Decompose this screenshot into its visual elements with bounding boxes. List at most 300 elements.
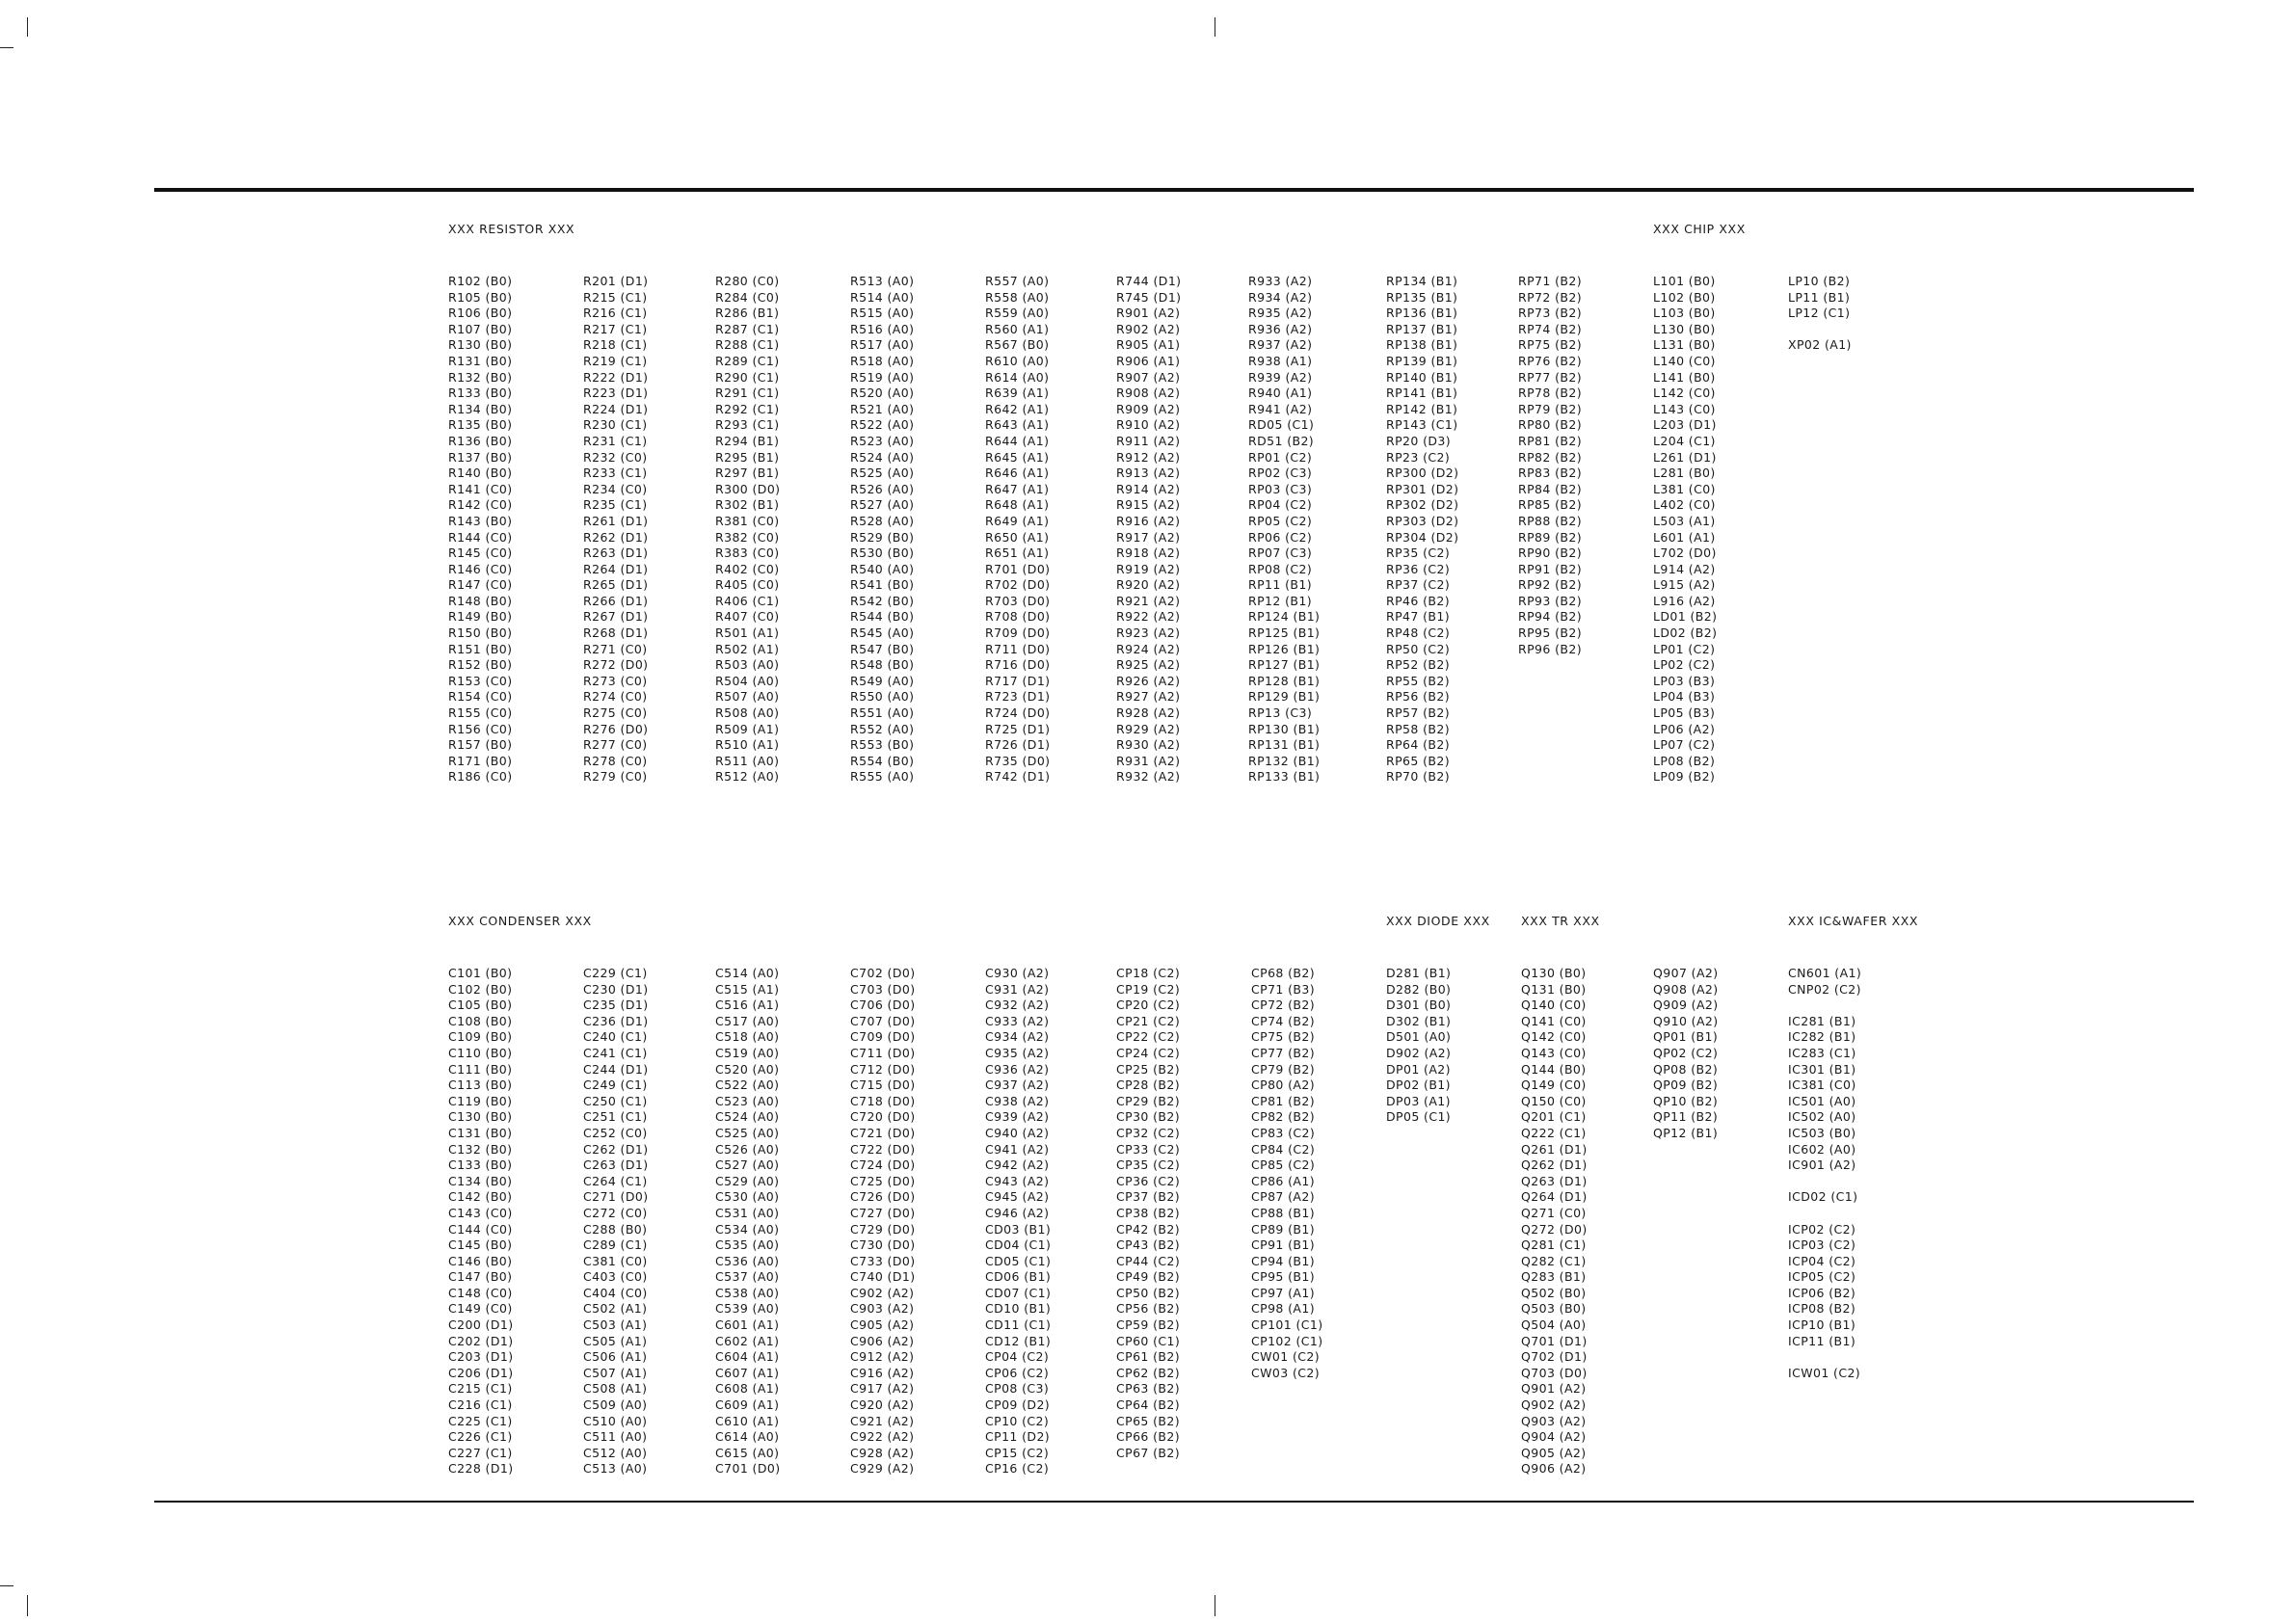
part-entry: Q701 (D1) xyxy=(1521,1333,1588,1348)
part-entry: QP09 (B2) xyxy=(1653,1078,1719,1093)
part-entry: L381 (C0) xyxy=(1653,481,1716,496)
part-entry: RP47 (B1) xyxy=(1386,609,1450,625)
crop-mark-bottom-left-v xyxy=(27,1595,28,1616)
part-entry: R234 (C0) xyxy=(583,481,648,496)
part-entry: CP33 (C2) xyxy=(1116,1141,1181,1157)
part-entry: RP134 (B1) xyxy=(1386,274,1458,288)
part-entry: C206 (D1) xyxy=(448,1365,514,1380)
part-entry: R567 (B0) xyxy=(985,337,1050,353)
part-entry: Q261 (D1) xyxy=(1521,1141,1588,1157)
part-entry: R941 (A2) xyxy=(1248,401,1313,416)
part-entry: RP139 (B1) xyxy=(1386,353,1458,368)
part-entry: RP36 (C2) xyxy=(1386,561,1451,576)
part-entry: RP83 (B2) xyxy=(1518,466,1582,481)
part-entry: IC281 (B1) xyxy=(1788,1013,1856,1028)
part-entry: C942 (A2) xyxy=(985,1157,1050,1173)
condenser-column-1 xyxy=(448,966,514,1477)
part-entry: R171 (B0) xyxy=(448,753,513,768)
part-entry: CP25 (B2) xyxy=(1116,1061,1181,1077)
part-entry: CP81 (B2) xyxy=(1251,1093,1316,1108)
crop-mark-bottom-left-h xyxy=(0,1585,13,1586)
part-entry: R218 (C1) xyxy=(583,337,648,353)
part-entry: C102 (B0) xyxy=(448,981,513,997)
part-entry: C936 (A2) xyxy=(985,1061,1050,1077)
part-entry: C516 (A1) xyxy=(715,998,780,1013)
part-entry: R614 (A0) xyxy=(985,369,1050,385)
part-entry: L503 (A1) xyxy=(1653,513,1716,528)
part-entry: ICP11 (B1) xyxy=(1788,1333,1856,1348)
part-entry: RP78 (B2) xyxy=(1518,386,1582,401)
part-entry: L131 (B0) xyxy=(1653,337,1716,353)
part-entry: R515 (A0) xyxy=(850,306,915,321)
part-entry: IC503 (B0) xyxy=(1788,1125,1856,1140)
part-entry: R522 (A0) xyxy=(850,417,915,433)
part-entry: C507 (A1) xyxy=(583,1365,648,1380)
part-entry: C250 (C1) xyxy=(583,1093,648,1108)
part-entry: CP94 (B1) xyxy=(1251,1253,1316,1268)
part-entry: L915 (A2) xyxy=(1653,577,1716,593)
part-entry: RP90 (B2) xyxy=(1518,545,1582,561)
part-entry: RP37 (C2) xyxy=(1386,577,1451,593)
part-entry: C146 (B0) xyxy=(448,1253,513,1268)
part-entry: C111 (B0) xyxy=(448,1061,513,1077)
part-entry: C215 (C1) xyxy=(448,1381,513,1397)
part-entry: R545 (A0) xyxy=(850,625,915,641)
part-entry: R136 (B0) xyxy=(448,433,513,448)
part-entry: L140 (C0) xyxy=(1653,353,1716,368)
chip-column-2 xyxy=(1788,274,1852,354)
resistor-column-4 xyxy=(850,274,914,785)
part-entry: RP141 (B1) xyxy=(1386,386,1458,401)
part-entry: R135 (B0) xyxy=(448,417,513,433)
part-entry: CP18 (C2) xyxy=(1116,966,1181,980)
part-entry: C527 (A0) xyxy=(715,1157,780,1173)
part-entry: CP64 (B2) xyxy=(1116,1397,1181,1413)
part-entry: CP16 (C2) xyxy=(985,1461,1050,1477)
part-entry: RP127 (B1) xyxy=(1248,657,1321,673)
part-entry: R716 (D0) xyxy=(985,657,1051,673)
part-entry: R154 (C0) xyxy=(448,689,513,705)
part-entry: Q271 (C0) xyxy=(1521,1205,1587,1220)
part-entry: R233 (C1) xyxy=(583,466,648,481)
part-entry: R524 (A0) xyxy=(850,449,915,465)
part-entry: CP15 (C2) xyxy=(985,1445,1050,1460)
part-entry: C720 (D0) xyxy=(850,1109,916,1125)
part-entry: RP03 (C3) xyxy=(1248,481,1313,496)
part-entry: C113 (B0) xyxy=(448,1078,513,1093)
part-entry: R709 (D0) xyxy=(985,625,1051,641)
part-entry: RP89 (B2) xyxy=(1518,529,1582,545)
part-entry: R290 (C1) xyxy=(715,369,780,385)
part-entry: R906 (A1) xyxy=(1116,353,1181,368)
part-entry: RP48 (C2) xyxy=(1386,625,1451,641)
part-entry xyxy=(1788,1349,1861,1366)
part-entry: C929 (A2) xyxy=(850,1461,915,1477)
part-entry: ICP05 (C2) xyxy=(1788,1269,1856,1285)
part-entry: R223 (D1) xyxy=(583,386,649,401)
part-entry: C604 (A1) xyxy=(715,1349,780,1365)
part-entry: C200 (D1) xyxy=(448,1317,514,1333)
part-entry: C709 (D0) xyxy=(850,1029,916,1045)
part-entry: C403 (C0) xyxy=(583,1269,648,1285)
part-entry: IC502 (A0) xyxy=(1788,1109,1856,1125)
part-entry: R521 (A0) xyxy=(850,401,915,416)
ic-wafer-heading: XXX IC&WAFER XXX xyxy=(1788,914,1919,928)
part-entry: C935 (A2) xyxy=(985,1045,1050,1060)
part-entry: IC602 (A0) xyxy=(1788,1141,1856,1157)
part-entry: R302 (B1) xyxy=(715,497,780,513)
part-entry: RP93 (B2) xyxy=(1518,593,1582,608)
part-entry: CP79 (B2) xyxy=(1251,1061,1316,1077)
part-entry: RP64 (B2) xyxy=(1386,737,1450,753)
part-entry: CD11 (C1) xyxy=(985,1317,1052,1333)
part-entry: R514 (A0) xyxy=(850,289,915,305)
part-entry: C145 (B0) xyxy=(448,1237,513,1253)
part-entry: R286 (B1) xyxy=(715,306,780,321)
part-entry: R742 (D1) xyxy=(985,769,1051,785)
part-entry: C902 (A2) xyxy=(850,1285,915,1300)
part-entry: R277 (C0) xyxy=(583,737,648,753)
part-entry: R140 (B0) xyxy=(448,466,513,481)
part-entry: R382 (C0) xyxy=(715,529,780,545)
part-entry: R550 (A0) xyxy=(850,689,915,705)
part-entry: R145 (C0) xyxy=(448,545,513,561)
part-entry: L143 (C0) xyxy=(1653,401,1716,416)
part-entry: CW01 (C2) xyxy=(1251,1349,1321,1365)
part-entry: C538 (A0) xyxy=(715,1285,780,1300)
part-entry: C230 (D1) xyxy=(583,981,649,997)
part-entry: C931 (A2) xyxy=(985,981,1050,997)
part-entry: RP303 (D2) xyxy=(1386,513,1459,528)
part-entry: R267 (D1) xyxy=(583,609,649,625)
part-entry: RP132 (B1) xyxy=(1248,753,1321,768)
chip-heading: XXX CHIP XXX xyxy=(1653,222,1746,236)
part-entry: C921 (A2) xyxy=(850,1413,915,1428)
part-entry: RP02 (C3) xyxy=(1248,466,1313,481)
part-entry: CW03 (C2) xyxy=(1251,1365,1321,1380)
crop-mark-top-left-v xyxy=(27,17,28,37)
part-entry: R934 (A2) xyxy=(1248,289,1313,305)
part-entry: R156 (C0) xyxy=(448,721,513,736)
part-entry: DP05 (C1) xyxy=(1386,1109,1452,1125)
part-entry: R552 (A0) xyxy=(850,721,915,736)
part-entry: R295 (B1) xyxy=(715,449,780,465)
part-entry: R407 (C0) xyxy=(715,609,780,625)
part-entry: R131 (B0) xyxy=(448,353,513,368)
part-entry: R216 (C1) xyxy=(583,306,648,321)
part-entry: QP12 (B1) xyxy=(1653,1125,1719,1140)
part-entry: C252 (C0) xyxy=(583,1125,648,1140)
part-entry: R288 (C1) xyxy=(715,337,780,353)
part-entry: D301 (B0) xyxy=(1386,998,1452,1013)
part-entry: R708 (D0) xyxy=(985,609,1051,625)
part-entry: CP89 (B1) xyxy=(1251,1221,1316,1237)
part-entry: C615 (A0) xyxy=(715,1445,780,1460)
part-entry: CP72 (B2) xyxy=(1251,998,1316,1013)
part-entry: RP137 (B1) xyxy=(1386,321,1458,336)
part-entry: C143 (C0) xyxy=(448,1205,513,1220)
part-entry: R272 (D0) xyxy=(583,657,649,673)
part-entry: R287 (C1) xyxy=(715,321,780,336)
part-entry: RP88 (B2) xyxy=(1518,513,1582,528)
part-entry: R717 (D1) xyxy=(985,673,1051,688)
part-entry: C941 (A2) xyxy=(985,1141,1050,1157)
part-entry: C404 (C0) xyxy=(583,1285,648,1300)
part-entry: R219 (C1) xyxy=(583,353,648,368)
part-entry: R133 (B0) xyxy=(448,386,513,401)
part-entry: C932 (A2) xyxy=(985,998,1050,1013)
part-entry: R723 (D1) xyxy=(985,689,1051,705)
part-entry: RP304 (D2) xyxy=(1386,529,1459,545)
part-entry: RP81 (B2) xyxy=(1518,433,1582,448)
part-entry: RP138 (B1) xyxy=(1386,337,1458,353)
part-entry: Q281 (C1) xyxy=(1521,1237,1587,1253)
part-entry: R402 (C0) xyxy=(715,561,780,576)
part-entry: CNP02 (C2) xyxy=(1788,981,1861,997)
part-entry: CP43 (B2) xyxy=(1116,1237,1181,1253)
part-entry: R549 (A0) xyxy=(850,673,915,688)
part-entry: R920 (A2) xyxy=(1116,577,1181,593)
resistor-column-5 xyxy=(985,274,1050,785)
part-entry: R297 (B1) xyxy=(715,466,780,481)
part-entry: C938 (A2) xyxy=(985,1093,1050,1108)
part-entry: CP85 (C2) xyxy=(1251,1157,1316,1173)
part-entry: C235 (D1) xyxy=(583,998,649,1013)
part-entry: CP11 (D2) xyxy=(985,1429,1051,1445)
resistor-column-7 xyxy=(1248,274,1320,785)
part-entry: L142 (C0) xyxy=(1653,386,1716,401)
part-entry: QP01 (B1) xyxy=(1653,1029,1719,1045)
part-entry: R910 (A2) xyxy=(1116,417,1181,433)
part-entry: C529 (A0) xyxy=(715,1173,780,1188)
part-entry: R501 (A1) xyxy=(715,625,780,641)
part-entry: CP68 (B2) xyxy=(1251,966,1316,980)
part-entry: RP35 (C2) xyxy=(1386,545,1451,561)
part-entry: C905 (A2) xyxy=(850,1317,915,1333)
part-entry: ICD02 (C1) xyxy=(1788,1189,1858,1205)
part-entry: C721 (D0) xyxy=(850,1125,916,1140)
part-entry: R280 (C0) xyxy=(715,274,780,288)
part-entry: Q149 (C0) xyxy=(1521,1078,1587,1093)
part-entry: C607 (A1) xyxy=(715,1365,780,1380)
part-entry: LP08 (B2) xyxy=(1653,753,1716,768)
part-entry: IC381 (C0) xyxy=(1788,1078,1856,1093)
part-entry: RP11 (B1) xyxy=(1248,577,1312,593)
part-entry: R939 (A2) xyxy=(1248,369,1313,385)
part-entry: RP300 (D2) xyxy=(1386,466,1459,481)
part-entry: CP21 (C2) xyxy=(1116,1013,1181,1028)
part-entry: LP12 (C1) xyxy=(1788,306,1851,321)
part-entry: C514 (A0) xyxy=(715,966,780,980)
part-entry: LP09 (B2) xyxy=(1653,769,1716,785)
part-entry: C740 (D1) xyxy=(850,1269,916,1285)
part-entry: LP02 (C2) xyxy=(1653,657,1716,673)
part-entry: DP02 (B1) xyxy=(1386,1078,1451,1093)
part-entry: C725 (D0) xyxy=(850,1173,916,1188)
part-entry: D282 (B0) xyxy=(1386,981,1452,997)
part-entry: CP24 (C2) xyxy=(1116,1045,1181,1060)
part-entry: Q502 (B0) xyxy=(1521,1285,1587,1300)
part-entry: CP97 (A1) xyxy=(1251,1285,1316,1300)
part-entry: C916 (A2) xyxy=(850,1365,915,1380)
part-entry: C730 (D0) xyxy=(850,1237,916,1253)
part-entry: R555 (A0) xyxy=(850,769,915,785)
part-entry: R928 (A2) xyxy=(1116,705,1181,721)
resistor-column-2 xyxy=(583,274,648,785)
part-entry: C701 (D0) xyxy=(715,1461,781,1477)
part-entry: C505 (A1) xyxy=(583,1333,648,1348)
part-entry: CP30 (B2) xyxy=(1116,1109,1181,1125)
part-entry: R649 (A1) xyxy=(985,513,1050,528)
part-entry: LP05 (B3) xyxy=(1653,705,1716,721)
part-entry: CP32 (C2) xyxy=(1116,1125,1181,1140)
part-entry: R383 (C0) xyxy=(715,545,780,561)
part-entry: R278 (C0) xyxy=(583,753,648,768)
part-entry: C110 (B0) xyxy=(448,1045,513,1060)
part-entry: R102 (B0) xyxy=(448,274,513,288)
part-entry: CD12 (B1) xyxy=(985,1333,1052,1348)
crop-mark-top-left-h xyxy=(0,47,13,48)
part-entry: CD03 (B1) xyxy=(985,1221,1052,1237)
part-entry: RP70 (B2) xyxy=(1386,769,1450,785)
part-entry: L281 (B0) xyxy=(1653,466,1716,481)
part-entry: R107 (B0) xyxy=(448,321,513,336)
part-entry: R929 (A2) xyxy=(1116,721,1181,736)
part-entry: C531 (A0) xyxy=(715,1205,780,1220)
part-entry: IC301 (B1) xyxy=(1788,1061,1856,1077)
part-entry: CP22 (C2) xyxy=(1116,1029,1181,1045)
part-entry: R273 (C0) xyxy=(583,673,648,688)
part-entry: R938 (A1) xyxy=(1248,353,1313,368)
part-entry: CP71 (B3) xyxy=(1251,981,1316,997)
part-entry: RP142 (B1) xyxy=(1386,401,1458,416)
part-entry: IC901 (A2) xyxy=(1788,1157,1856,1173)
part-entry: Q141 (C0) xyxy=(1521,1013,1587,1028)
part-entry: R406 (C1) xyxy=(715,593,780,608)
part-entry: C241 (C1) xyxy=(583,1045,648,1060)
part-entry: IC501 (A0) xyxy=(1788,1093,1856,1108)
part-entry: R157 (B0) xyxy=(448,737,513,753)
part-entry: R516 (A0) xyxy=(850,321,915,336)
part-entry: R146 (C0) xyxy=(448,561,513,576)
part-entry: RD05 (C1) xyxy=(1248,417,1315,433)
part-entry: C614 (A0) xyxy=(715,1429,780,1445)
part-entry: C526 (A0) xyxy=(715,1141,780,1157)
part-entry: C703 (D0) xyxy=(850,981,916,997)
part-entry: R558 (A0) xyxy=(985,289,1050,305)
part-entry: C148 (C0) xyxy=(448,1285,513,1300)
part-entry: R647 (A1) xyxy=(985,481,1050,496)
part-entry: R147 (C0) xyxy=(448,577,513,593)
part-entry: C940 (A2) xyxy=(985,1125,1050,1140)
part-entry: C109 (B0) xyxy=(448,1029,513,1045)
part-entry: R919 (A2) xyxy=(1116,561,1181,576)
part-entry: L914 (A2) xyxy=(1653,561,1716,576)
part-entry: CP42 (B2) xyxy=(1116,1221,1181,1237)
part-entry: R106 (B0) xyxy=(448,306,513,321)
part-entry: CP67 (B2) xyxy=(1116,1445,1181,1460)
part-entry: R142 (C0) xyxy=(448,497,513,513)
part-entry: C503 (A1) xyxy=(583,1317,648,1333)
part-entry: CP19 (C2) xyxy=(1116,981,1181,997)
part-entry: C610 (A1) xyxy=(715,1413,780,1428)
part-entry: R148 (B0) xyxy=(448,593,513,608)
part-entry: CP98 (A1) xyxy=(1251,1301,1316,1317)
part-entry: RP07 (C3) xyxy=(1248,545,1313,561)
part-entry: LP10 (B2) xyxy=(1788,274,1851,288)
part-entry: R186 (C0) xyxy=(448,769,513,785)
part-entry: C511 (A0) xyxy=(583,1429,648,1445)
part-entry: QP11 (B2) xyxy=(1653,1109,1719,1125)
part-entry: R274 (C0) xyxy=(583,689,648,705)
part-entry: RP131 (B1) xyxy=(1248,737,1321,753)
part-entry: L601 (A1) xyxy=(1653,529,1716,545)
part-entry: R913 (A2) xyxy=(1116,466,1181,481)
part-entry: RP135 (B1) xyxy=(1386,289,1458,305)
part-entry: R725 (D1) xyxy=(985,721,1051,736)
part-entry: CP87 (A2) xyxy=(1251,1189,1316,1205)
part-entry: RP13 (C3) xyxy=(1248,705,1313,721)
part-entry: C147 (B0) xyxy=(448,1269,513,1285)
part-entry: R547 (B0) xyxy=(850,641,915,656)
part-entry: LP06 (A2) xyxy=(1653,721,1716,736)
part-entry: R143 (B0) xyxy=(448,513,513,528)
part-entry: R152 (B0) xyxy=(448,657,513,673)
part-entry: D902 (A2) xyxy=(1386,1045,1452,1060)
part-entry: RP85 (B2) xyxy=(1518,497,1582,513)
part-entry: CP95 (B1) xyxy=(1251,1269,1316,1285)
part-entry: R512 (A0) xyxy=(715,769,780,785)
part-entry: CP83 (C2) xyxy=(1251,1125,1316,1140)
part-entry: Q282 (C1) xyxy=(1521,1253,1587,1268)
part-entry: R264 (D1) xyxy=(583,561,649,576)
part-entry: CP44 (C2) xyxy=(1116,1253,1181,1268)
part-entry: C522 (A0) xyxy=(715,1078,780,1093)
part-entry: R925 (A2) xyxy=(1116,657,1181,673)
part-entry: R559 (A0) xyxy=(985,306,1050,321)
part-entry: R292 (C1) xyxy=(715,401,780,416)
part-entry: RP05 (C2) xyxy=(1248,513,1313,528)
part-entry: R921 (A2) xyxy=(1116,593,1181,608)
condenser-column-2 xyxy=(583,966,649,1477)
tr-column-2 xyxy=(1653,966,1719,1142)
bottom-rule xyxy=(154,1501,2194,1503)
part-entry: R144 (C0) xyxy=(448,529,513,545)
part-entry: CP74 (B2) xyxy=(1251,1013,1316,1028)
part-entry: RP302 (D2) xyxy=(1386,497,1459,513)
part-entry xyxy=(1788,322,1852,338)
part-entry: CP84 (C2) xyxy=(1251,1141,1316,1157)
part-entry: C216 (C1) xyxy=(448,1397,513,1413)
part-entry: C506 (A1) xyxy=(583,1349,648,1365)
part-entry: C702 (D0) xyxy=(850,966,916,980)
part-entry: C249 (C1) xyxy=(583,1078,648,1093)
part-entry: R930 (A2) xyxy=(1116,737,1181,753)
part-entry: CP60 (C1) xyxy=(1116,1333,1181,1348)
part-entry: RP72 (B2) xyxy=(1518,289,1582,305)
part-entry: C240 (C1) xyxy=(583,1029,648,1045)
part-entry: R201 (D1) xyxy=(583,274,649,288)
part-entry: R935 (A2) xyxy=(1248,306,1313,321)
part-entry: C525 (A0) xyxy=(715,1125,780,1140)
part-entry: R519 (A0) xyxy=(850,369,915,385)
part-entry: CP65 (B2) xyxy=(1116,1413,1181,1428)
part-entry: D302 (B1) xyxy=(1386,1013,1452,1028)
condenser-column-4 xyxy=(850,966,916,1477)
part-entry: R542 (B0) xyxy=(850,593,915,608)
part-entry: RP84 (B2) xyxy=(1518,481,1582,496)
part-entry: R927 (A2) xyxy=(1116,689,1181,705)
